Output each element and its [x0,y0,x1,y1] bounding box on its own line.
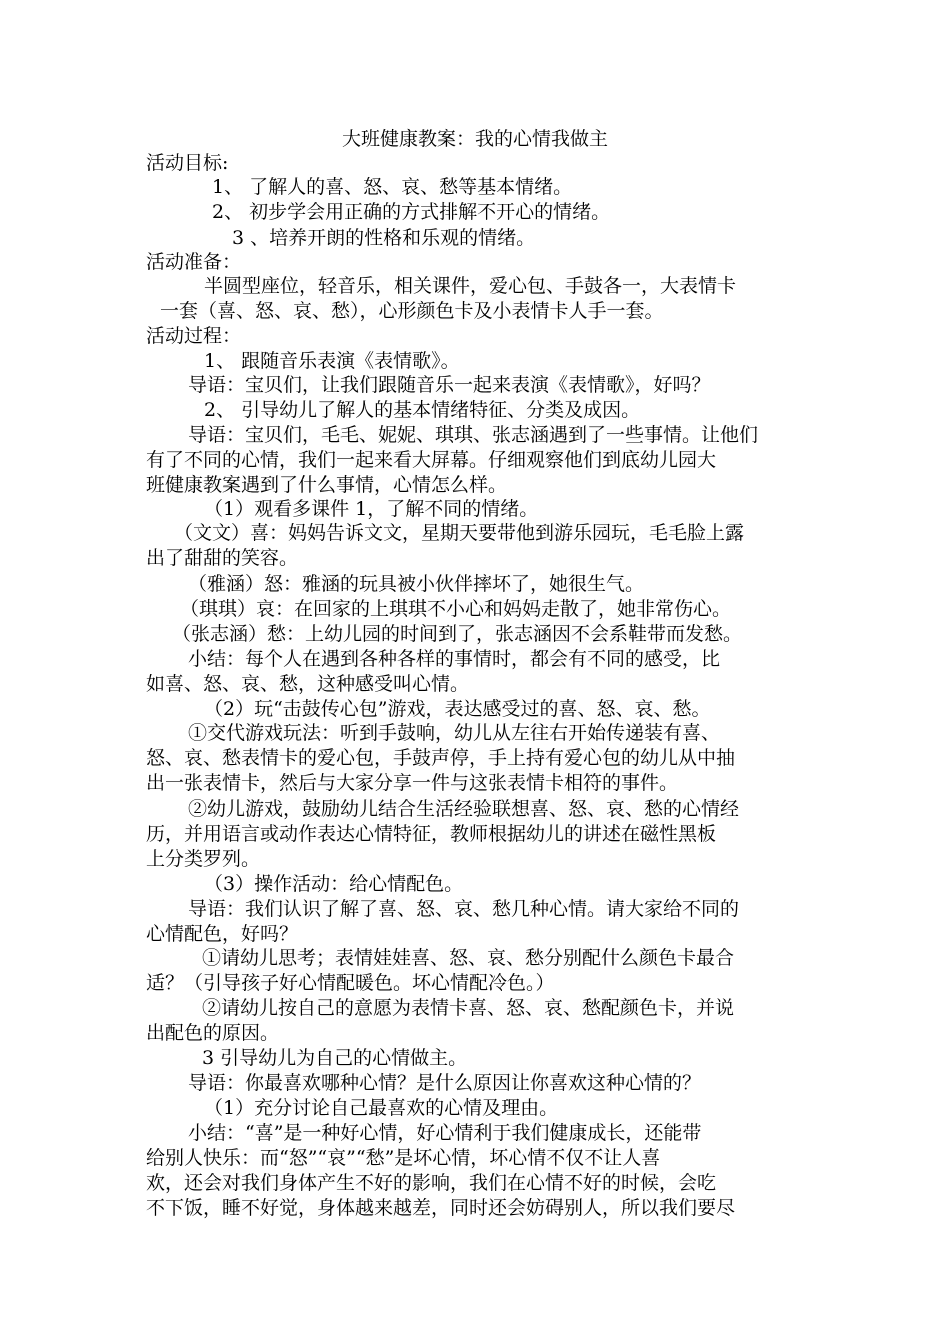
goal-2: 2、 初步学会用正确的方式排解不开心的情绪。 [212,201,611,223]
text-line: 小结：“喜”是一种好心情，好心情利于我们健康成长，还能带 [188,1122,702,1144]
preparation-line-2: 一套（喜、怒、哀、愁），心形颜色卡及小表情卡人手一套。 [160,300,664,322]
text-line: 有了不同的心情，我们一起来看大屏幕。仔细观察他们到底幼儿园大 [146,449,717,471]
text-line: 给别人快乐：而“怒”“哀”“愁”是坏心情，坏心情不仅不让人喜 [146,1147,661,1169]
section-heading-preparation: 活动准备： [146,251,242,273]
text-line: 历，并用语言或动作表达心情特征，教师根据幼儿的讲述在磁性黑板 [146,823,717,845]
goal-1: 1、 了解人的喜、怒、哀、愁等基本情绪。 [212,176,573,198]
text-line: （文文）喜：妈妈告诉文文，星期天要带他到游乐园玩，毛毛脸上露 [174,522,745,544]
substep-1: （1）观看多课件 1，了解不同的情绪。 [204,498,539,520]
substep-2: （2）玩“击鼓传心包”游戏，表达感受过的喜、怒、哀、愁。 [204,698,711,720]
angry-line: （雅涵）怒：雅涵的玩具被小伙伴摔坏了，她很生气。 [188,573,645,595]
text-line: 心情配色，好吗？ [146,923,299,945]
sad-line: （琪琪）哀：在回家的上琪琪不小心和妈妈走散了，她非常伤心。 [180,598,732,620]
paragraph-summary-2 [146,1121,806,1221]
text-line: 怒、哀、愁表情卡的爱心包，手鼓声停，手上持有爱心包的幼儿从中抽 [146,747,736,769]
text-line: 出配色的原因。 [146,1022,280,1044]
text-line: ①交代游戏玩法：听到手鼓响，幼儿从左往右开始传递装有喜、 [188,722,721,744]
text-line: 上分类罗列。 [146,848,261,870]
step-3: 3 引导幼儿为自己的心情做主。 [202,1047,468,1069]
text-line: 班健康教案遇到了什么事情，心情怎么样。 [146,474,508,496]
preparation-line-1: 半圆型座位，轻音乐，相关课件，爱心包、手鼓各一，大表情卡 [204,275,737,297]
text-line: 小结：每个人在遇到各种各样的事情时，都会有不同的感受，比 [188,648,721,670]
paragraph-summary-1 [146,647,806,697]
paragraph-color-choose [146,996,806,1046]
text-line: 出了甜甜的笑容。 [146,547,299,569]
paragraph-happy [146,521,806,571]
paragraph-color-think [146,946,806,996]
text-line: 导语：我们认识了解了喜、怒、哀、愁几种心情。请大家给不同的 [188,898,740,920]
text-line: 如喜、怒、哀、愁，这种感受叫心情。 [146,673,470,695]
text-line: ①请幼儿思考；表情娃娃喜、怒、哀、愁分别配什么颜色卡最合 [202,947,735,969]
step-1-guide: 导语：宝贝们，让我们跟随音乐一起来表演《表情歌》，好吗？ [188,374,711,396]
step-1: 1、 跟随音乐表演《表情歌》。 [204,350,460,372]
step-3-substep-1: （1）充分讨论自己最喜欢的心情及理由。 [204,1097,559,1119]
text-line: 欢，还会对我们身体产生不好的影响，我们在心情不好的时候，会吃 [146,1172,717,1194]
step-3-guide: 导语：你最喜欢哪种心情？是什么原因让你喜欢这种心情的？ [188,1072,702,1094]
text-line: ②幼儿游戏，鼓励幼儿结合生活经验联想喜、怒、哀、愁的心情经 [188,798,740,820]
paragraph-game-play [146,797,806,872]
text-line: 不下饭，睡不好觉，身体越来越差，同时还会妨碍别人，所以我们要尽 [146,1197,736,1219]
paragraph-color-guide [146,897,806,947]
document-title: 大班健康教案：我的心情我做主 [341,128,608,150]
substep-3: （3）操作活动：给心情配色。 [204,873,464,895]
step-2: 2、 引导幼儿了解人的基本情绪特征、分类及成因。 [204,399,641,421]
text-line: ②请幼儿按自己的意愿为表情卡喜、怒、哀、愁配颜色卡，并说 [202,997,735,1019]
worry-line: （张志涵）愁：上幼儿园的时间到了，张志涵因不会系鞋带而发愁。 [172,623,743,645]
text-line: 导语：宝贝们，毛毛、妮妮、琪琪、张志涵遇到了一些事情。让他们 [188,424,759,446]
section-heading-process: 活动过程： [146,325,242,347]
text-line: 适？（引导孩子好心情配暖色。坏心情配冷色。） [146,972,555,994]
paragraph-game-rules [146,721,806,796]
text-line: 出一张表情卡，然后与大家分享一件与这张表情卡相符的事件。 [146,772,679,794]
paragraph-step-2-guide [146,423,806,498]
section-heading-goals: 活动目标: [146,152,229,174]
goal-3: 3 、培养开朗的性格和乐观的情绪。 [232,227,536,249]
